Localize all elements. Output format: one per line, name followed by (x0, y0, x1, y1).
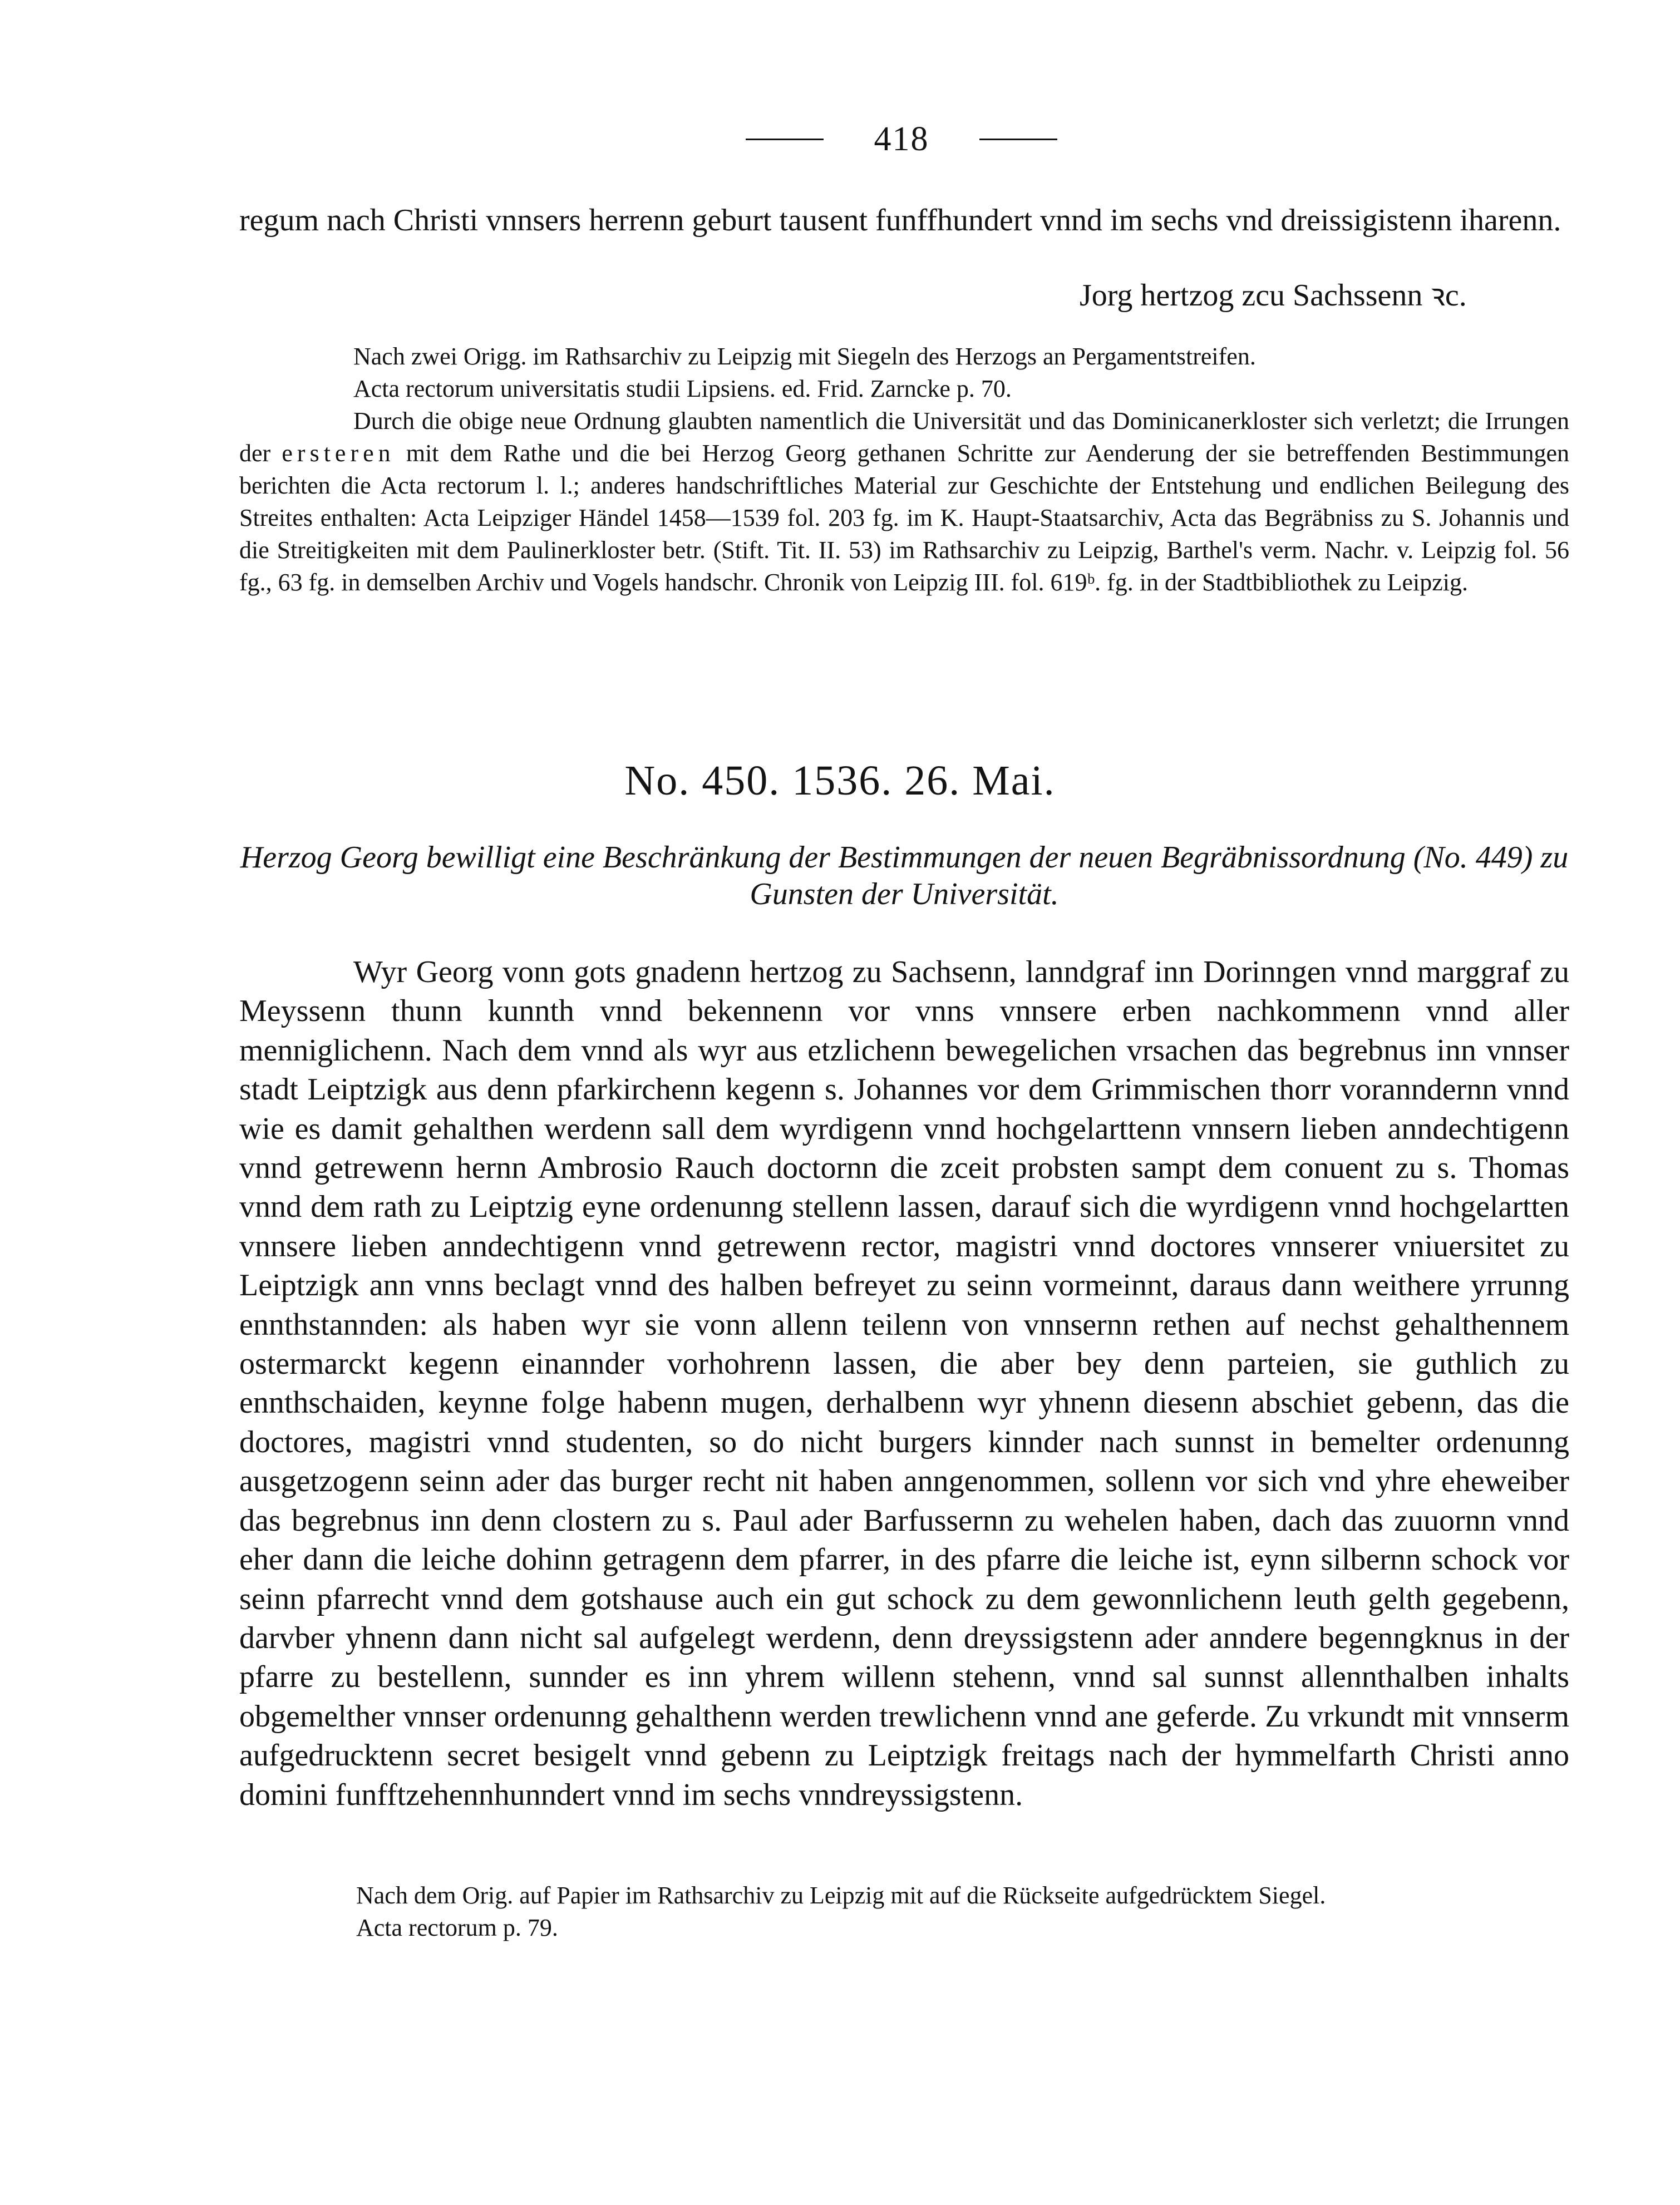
footnote-text: Durch die obige neue Ordnung glaubten namentlich die Universität und das Dominicanerkloster sich verletzt; die Irrungen der (239, 407, 1569, 467)
footnote-line: Nach dem Orig. auf Papier im Rathsarchiv zu Leipzig mit auf die Rückseite aufgedrücktem Siegel. (356, 1882, 1326, 1909)
footnote-line: Acta rectorum universitatis studii Lipsiens. ed. Frid. Zarncke p. 70. (353, 375, 1012, 402)
document-title: No. 450. 1536. 26. Mai. (624, 757, 1056, 804)
spaced-word: ersteren (282, 440, 395, 467)
header-rule-right (979, 139, 1057, 140)
footnotes-top (239, 341, 1569, 599)
footnote-line: Nach zwei Origg. im Rathsarchiv zu Leipzig mit Siegeln des Herzogs an Pergamentstreifen. (353, 343, 1256, 370)
footnote-text: mit dem Rathe und die bei Herzog Georg gethanen Schritte zur Aenderung der sie betreffenden Bestimmungen berichten die Acta rectorum l. l.; anderes handschriftliches Material zur Geschichte der Entstehung und endlichen Beilegung des Streites enthalten: Acta Leipziger Händel 1458—1539 fol. 203 fg. im K. Haupt-Staatsarchiv, Acta das Begräbniss zu S. Johannis und die Streitigkeiten mit dem Paulinerkloster betr. (Stift. Tit. II. 53) im Rathsarchiv zu Leipzig, Barthel's verm. Nachr. v. Leipzig fol. 56 fg., 63 fg. in demselben Archiv und Vogels handschr. Chronik von Leipzig III. fol. 619ᵇ. fg. in der Stadtbibliothek zu Leipzig. (239, 440, 1569, 596)
footnote-paragraph (239, 405, 1569, 599)
document-summary: Herzog Georg bewilligt eine Beschränkung der Bestimmungen der neuen Begräbnissordnung (No. 449) zu Gunsten der Universität. (240, 840, 1569, 911)
page-header (746, 120, 1057, 159)
continuation-text: regum nach Christi vnnsers herrenn geburt tausent funffhundert vnnd im sechs vnd dreissigistenn iharenn. (239, 203, 1561, 238)
footnote-line: Acta rectorum p. 79. (356, 1914, 558, 1941)
footnotes-bottom (356, 1880, 1575, 1944)
document-body: Wyr Georg vonn gots gnadenn hertzog zu Sachsenn, lanndgraf inn Dorinngen vnnd marggraf zu Meyssenn thunn kunnth vnnd bekennenn vor vnns vnnsere erben nachkommenn vnnd aller menniglichenn. Nach dem vnnd als wyr aus etzlichenn bewegelichen vrsachen das begrebnus inn vnnser stadt Leiptzigk aus denn pfarkirchenn kegenn s. Johannes vor dem Grimmischen thorr voranndernn vnnd wie es damit gehalthen werdenn sall dem wyrdigenn vnnd hochgelarttenn vnnsern lieben anndechtigenn vnnd getrewenn hernn Ambrosio Rauch doctornn die zceit probsten sampt dem conuent zu s. Thomas vnnd dem rath zu Leiptzig eyne ordenunng stellenn lassen, darauf sich die wyrdigenn vnnd hochgelartten vnnsere lieben anndechtigenn vnnd getrewenn rector, magistri vnnd doctores vnnserer vniuersitet zu Leiptzigk ann vnns beclagt vnnd des halben befreyet zu seinn vormeinnt, daraus dann weithere yrrunng ennthstannden: als haben wyr sie vonn allenn teilenn von vnnsernn rethen auf nechst gehalthennem ostermarckt kegenn einannder vorhohrenn lassen, die aber bey denn parteien, sie guthlich zu ennthschaiden, keynne folge habenn mugen, derhalbenn wyr yhnenn diesenn abschiet gebenn, das die doctores, magistri vnnd studenten, so do nicht burgers kinnder nach sunnst in bemelter ordenunng ausgetzogenn seinn ader das burger recht nit haben anngenommen, sollenn vor sich vnd yhre eheweiber das begrebnus inn denn clostern zu s. Paul ader Barfussernn zu wehelen haben, dach das zuuornn vnnd eher dann die leiche dohinn getragenn dem pfarrer, in des pfarre die leiche ist, eynn silbernn schock vor seinn pfarrecht vnnd dem gotshause auch ein gut schock zu dem gewonnlichenn leuth gelth gegebenn, darvber yhnenn dann nicht sal aufgelegt werdenn, denn dreyssigstenn ader anndere begenngknus in der pfarre zu bestellenn, sunnder es inn yhrem willenn stehenn, vnnd sal sunnst allennthalben inhalts obgemelther vnnser ordenunng gehalthenn werden trewlichenn vnnd ane geferde. Zu vrkundt mit vnnserm aufgedrucktenn secret besigelt vnnd gebenn zu Leiptzigk freitags nach der hymmelfarth Christi anno domini funfftzehennhunndert vnnd im sechs vnndreyssigstenn. (239, 955, 1569, 1812)
signature: Jorg hertzog zcu Sachssenn ꝛc. (1080, 278, 1467, 313)
header-rule-left (746, 139, 824, 140)
page-number: 418 (874, 120, 929, 158)
